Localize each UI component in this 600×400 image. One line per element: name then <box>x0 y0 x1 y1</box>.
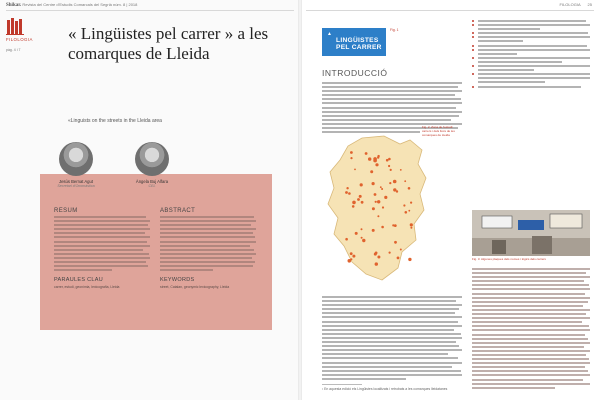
resum-heading: RESUM <box>54 208 78 214</box>
list-item <box>472 36 590 42</box>
map-dot <box>400 169 402 171</box>
map-dot <box>365 152 368 155</box>
map-dot <box>382 206 384 208</box>
map-dot <box>360 183 363 186</box>
section-label: FILOLOGIA <box>6 37 33 42</box>
map-dot <box>372 229 375 232</box>
map-dot <box>381 188 383 190</box>
map-dot <box>352 255 355 258</box>
list-item <box>472 20 590 22</box>
running-header-right <box>560 2 592 7</box>
map-dot <box>361 201 364 204</box>
map-dot <box>389 252 391 254</box>
list-item <box>472 45 590 47</box>
map-dot <box>404 180 406 182</box>
footnote-rule <box>322 384 362 385</box>
map-dot <box>350 151 353 154</box>
map-dot <box>408 210 410 212</box>
map-dot <box>354 169 356 171</box>
header-rule-left <box>6 10 294 11</box>
map-dot <box>370 170 373 173</box>
author-1 <box>46 142 106 188</box>
abstract-text <box>160 216 256 271</box>
map-dot <box>377 200 380 203</box>
introduction-heading: INTRODUCCIÓ <box>322 68 388 78</box>
map-dot <box>386 159 389 162</box>
map-dot <box>377 215 379 217</box>
map-dot <box>348 192 351 195</box>
map-dot <box>388 158 391 161</box>
map-dot <box>393 188 396 191</box>
map-dot <box>390 169 392 171</box>
map-dot <box>350 258 352 260</box>
page-number-right: 25 <box>587 2 592 7</box>
map-region <box>328 136 426 280</box>
map-dot <box>372 182 375 185</box>
list-item <box>472 57 590 63</box>
map-dot <box>361 228 363 230</box>
footnote: ¹ En aquesta edició els Lingüistes localitzats i retrobats a les comarques lleidatanes <box>322 387 448 391</box>
map-dot <box>375 201 377 203</box>
map-dot <box>375 262 378 265</box>
author-2-photo <box>135 142 169 176</box>
list-item <box>472 86 590 88</box>
map-dot <box>372 207 375 210</box>
author-1-name: Jesús Bernat Agut <box>59 179 93 184</box>
books-icon <box>6 17 28 35</box>
abstract-column <box>160 208 256 290</box>
page-gutter <box>298 0 302 400</box>
resum-column <box>54 208 150 290</box>
badge-line-2: PEL CARRER <box>336 44 382 52</box>
section-sidebar <box>6 17 32 52</box>
map-dot <box>377 156 379 158</box>
header-rule-right <box>306 10 594 11</box>
map-dot <box>377 256 380 259</box>
linguistes-pel-carrer-logo <box>322 28 386 56</box>
author-2-role: CEL <box>148 184 156 188</box>
map-dot <box>381 226 384 229</box>
keywords-english: street, Catalan, geonymic lexicography, Lleida <box>160 285 230 290</box>
abstract-heading: ABSTRACT <box>160 208 196 214</box>
photo-caption: Fig. 3. Algunes plaques dels nomes i lògics dels carrers <box>472 257 546 261</box>
article-title: « Lingüistes pel carrer » a les comarques de Lleida <box>68 24 269 63</box>
list-item <box>472 49 590 55</box>
objectives-list <box>472 20 590 90</box>
map-dot <box>346 187 348 189</box>
list-item <box>472 73 590 83</box>
map-dot <box>361 237 363 239</box>
map-dot <box>374 193 377 196</box>
map-dot <box>410 202 412 204</box>
map-dot <box>373 157 377 161</box>
map-dot <box>408 258 411 261</box>
keywords-catalan-heading: PARAULES CLAU <box>54 277 104 284</box>
list-item <box>472 24 590 30</box>
map-dot <box>368 157 371 160</box>
map-dot <box>393 180 397 184</box>
map-dot <box>355 232 358 235</box>
author-1-role: Secretari d'Onomàstica <box>57 184 95 188</box>
map-dot <box>350 157 352 159</box>
resum-text <box>54 216 150 271</box>
map-dot <box>345 238 348 241</box>
map-dot <box>392 224 394 226</box>
map-dot <box>380 186 382 188</box>
page-reference: pàg. 4 i 7 <box>6 48 21 52</box>
map-dot <box>410 227 412 229</box>
article-subtitle-english: «Linguists on the streets in the Lleida area <box>68 118 162 124</box>
figure-1-label: Fig. 1 <box>390 28 399 32</box>
author-1-photo <box>59 142 93 176</box>
body-text-lower <box>322 296 462 382</box>
journal-name: Shikar. <box>6 3 22 8</box>
body-text-right <box>472 268 590 391</box>
author-2 <box>122 142 182 188</box>
map-dot <box>357 198 360 201</box>
map-dot <box>359 195 362 198</box>
running-header-left <box>6 2 137 8</box>
badge-line-1: LINGÜISTES <box>336 37 379 44</box>
journal-subtitle: Revista del Centre d'Estudis Comarcals del Segrià <box>22 2 112 7</box>
lleida-map <box>322 134 432 284</box>
map-dot <box>362 239 365 242</box>
map-dot <box>374 253 377 256</box>
list-item <box>472 65 590 71</box>
map-dot <box>389 182 391 184</box>
map-caption: Fig. 2. Zona de l'estudi: carrers i dels llocs de les comarques de Lleida <box>422 125 455 137</box>
map-dot <box>400 249 402 251</box>
map-dot <box>384 196 387 199</box>
speech-bubble-icon: ▲ <box>327 31 333 37</box>
list-item <box>472 32 590 34</box>
map-dot <box>394 241 397 244</box>
map-dot <box>350 252 353 255</box>
map-dot <box>352 201 356 205</box>
map-dot <box>352 205 355 208</box>
map-dot <box>397 257 400 260</box>
map-dot <box>375 163 378 166</box>
keywords-english-heading: KEYWORDS <box>160 277 195 284</box>
keywords-catalan: carrer, estudi, geonímia, lexicografia, Lleida <box>54 285 120 290</box>
map-dot <box>408 187 411 190</box>
street-signs-photo <box>472 210 590 256</box>
section-name-right: FILOLOGIA <box>559 2 581 7</box>
map-dot <box>345 191 348 194</box>
map-dot <box>405 211 408 214</box>
issue-number: núm. 8 | 2018 <box>112 2 138 7</box>
author-2-name: Àngela Buj Alfara <box>135 179 169 184</box>
map-dot <box>410 223 413 226</box>
map-dot <box>403 204 405 206</box>
map-dot <box>388 165 390 167</box>
